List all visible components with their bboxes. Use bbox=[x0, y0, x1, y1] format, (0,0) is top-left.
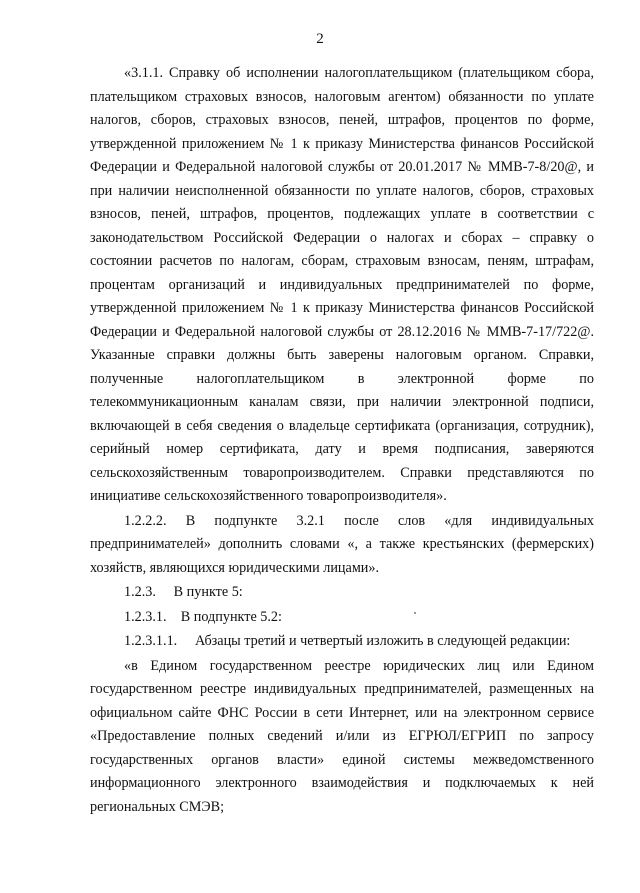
paragraph-1-2-3-1-1: 1.2.3.1.1. Абзацы третий и четвертый изложить в следующей редакции: bbox=[124, 633, 571, 649]
paragraph-quote-egrul: «в Едином государственном реестре юридических лиц или Едином государственном реестре индивидуальных предпринимателей, размещенных на официальном сайте ФНС России в сети Интернет, или на электронном сервисе «Предоставление полных сведений и/или из ЕГРЮЛ/ЕГРИП по запросу государственных органов власти» единой системы межведомственного информационного электронного взаимодействия и подключаемых к ней региональных СМЭВ; bbox=[90, 657, 594, 815]
paragraph-1-2-3: 1.2.3. В пункте 5: bbox=[124, 584, 243, 600]
paragraph-1-2-2-2: 1.2.2.2. В подпункте 3.2.1 после слов «для индивидуальных предпринимателей» дополнить словами «, а также крестьянских (фермерских) хозяйств, являющихся юридическими лицами». bbox=[90, 512, 594, 576]
document-body bbox=[90, 62, 594, 819]
scan-speck bbox=[414, 612, 416, 614]
paragraph-3-1-1: «3.1.1. Справку об исполнении налогоплательщиком (плательщиком сбора, плательщиком страховых взносов, налоговым агентом) обязанности по уплате налогов, сборов, страховых взносов, пеней, штрафов, процентов по форме, утвержденной приложением № 1 к приказу Министерства финансов Российской Федерации и Федеральной налоговой службы от 20.01.2017 № ММВ-7-8/20@, и при наличии неисполненной обязанности по уплате налогов, сборов, страховых взносов, пеней, штрафов, процентов, подлежащих уплате в соответствии с законодательством Российской Федерации о налогах и сборах – справку о состоянии расчетов по налогам, сборам, страховым взносам, пеням, штрафам, процентам организаций и индивидуальных предпринимателей по форме, утвержденной приложением № 1 к приказу Министерства финансов Российской Федерации и Федеральной налоговой службы от 28.12.2016 № ММВ-7-17/722@. Указанные справки должны быть заверены налоговым органом. Справки, полученные налогоплательщиком в электронной форме по телекоммуникационным каналам связи, при наличии электронной подписи, включающей в себя сведения о владельце сертификата (организация, сотрудник), серийный номер сертификата, дату и время подписания, заверяются сельскохозяйственным товаропроизводителем. Справки представляются по инициативе сельскохозяйственного товаропроизводителя». bbox=[90, 65, 594, 504]
page-number: 2 bbox=[316, 31, 324, 47]
paragraph-1-2-3-1: 1.2.3.1. В подпункте 5.2: bbox=[124, 608, 282, 625]
